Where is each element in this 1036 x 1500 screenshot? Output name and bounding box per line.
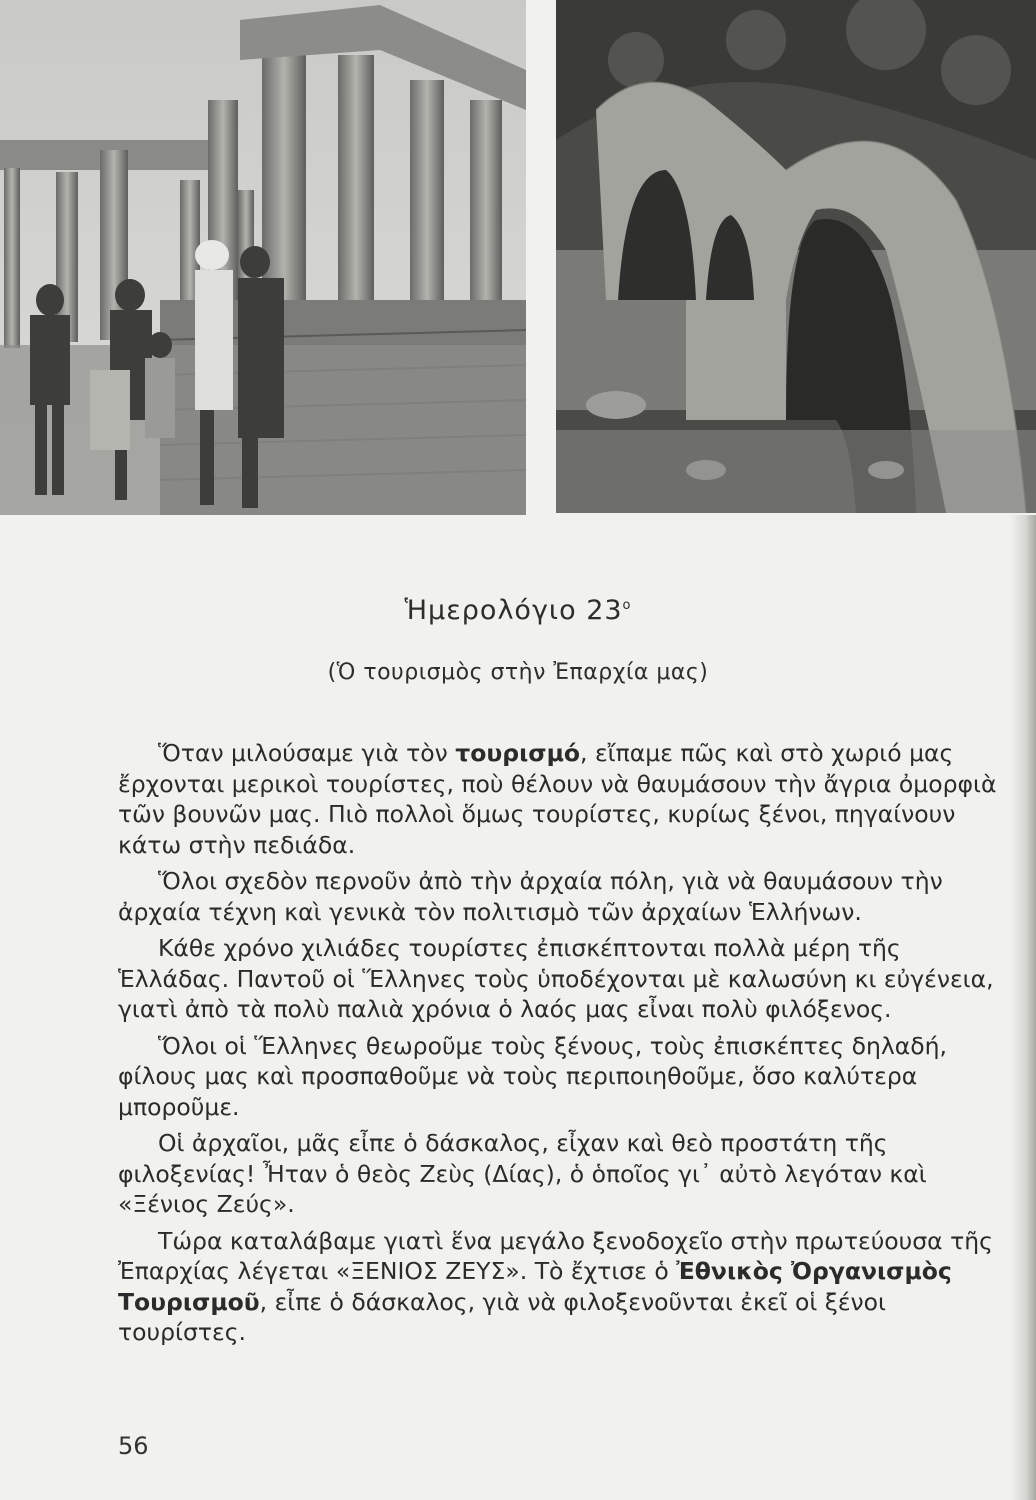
- paragraph: Οἱ ἀρχαῖοι, μᾶς εἶπε ὁ δάσκαλος, εἶχαν καὶ θεὸ προστάτη τῆς φιλοξενίας! Ἦταν ὁ θεὸς Ζεὺς (Δίας), ὁ ὁποῖος γι᾿ αὐτὸ λεγόταν καὶ «Ξένιος Ζεύς».: [118, 1129, 927, 1218]
- paragraph: Ὅταν μιλούσαμε γιὰ τὸν τουρισμό, εἴπαμε πῶς καὶ στὸ χωριό μας ἔρχονται μερικοὶ τουρίστες, ποὺ θέλουν νὰ θαυμάσουν τὴν ἄγρια ὀμορφιὰ τῶν βουνῶν μας. Πιὸ πολλοὶ ὅμως τουρίστες, κυρίως ξένοι, πηγαίνουν κάτω στὴν πεδιάδα.: [118, 739, 997, 859]
- page-title: [0, 595, 1036, 626]
- temple-image: [0, 0, 526, 515]
- paragraph: Ὅλοι σχεδὸν περνοῦν ἀπὸ τὴν ἀρχαία πόλη, γιὰ νὰ θαυμάσουν τὴν ἀρχαία τέχνη καὶ γενικὰ τὸν πολιτισμὸ τῶν ἀρχαίων Ἑλλήνων.: [118, 867, 943, 926]
- temple-photo: [0, 0, 526, 515]
- paragraph: Ὅλοι οἱ Ἕλληνες θεωροῦμε τοὺς ξένους, τοὺς ἐπισκέπτες δηλαδή, φίλους μας καὶ προσπαθοῦμε νὰ τοὺς περιποιηθοῦμε, ὅσο καλύτερα μποροῦμε.: [118, 1031, 948, 1121]
- bridge-photo: [556, 0, 1036, 513]
- title-number: 23: [586, 595, 623, 626]
- title-text: Ἡμερολόγιο: [404, 595, 577, 626]
- page-number: 56: [118, 1432, 149, 1460]
- bold-term: Ἐθνικὸς Ὀργανισμὸς Τουρισμοῦ: [118, 1257, 952, 1316]
- title-ordinal: ο: [622, 598, 632, 613]
- body-text: [118, 738, 1018, 1354]
- paragraph: Κάθε χρόνο χιλιάδες τουρίστες ἐπισκέπτονται πολλὰ μέρη τῆς Ἑλλάδας. Παντοῦ οἱ Ἕλληνες τοὺς ὑποδέχονται μὲ καλωσύνη κι εὐγένεια, γιατὶ ἀπὸ τὰ πολὺ παλιὰ χρόνια ὁ λαός μας εἶναι πολὺ φιλόξενος.: [118, 934, 994, 1023]
- bold-term: τουρισμό: [455, 739, 581, 767]
- paragraph: Τώρα καταλάβαμε γιατὶ ἕνα μεγάλο ξενοδοχεῖο στὴν πρωτεύουσα τῆς Ἐπαρχίας λέγεται «ΞΕΝΙΟΣ ΖΕΥΣ». Τὸ ἔχτισε ὁ Ἐθνικὸς Ὀργανισμὸς Τουρισμοῦ, εἶπε ὁ δάσκαλος, γιὰ νὰ φιλοξενοῦνται ἐκεῖ οἱ ξένοι τουρίστες.: [118, 1226, 993, 1346]
- page-subtitle: (Ὁ τουρισμὸς στὴν Ἐπαρχία μας): [327, 660, 709, 685]
- bridge-image: [556, 0, 1036, 513]
